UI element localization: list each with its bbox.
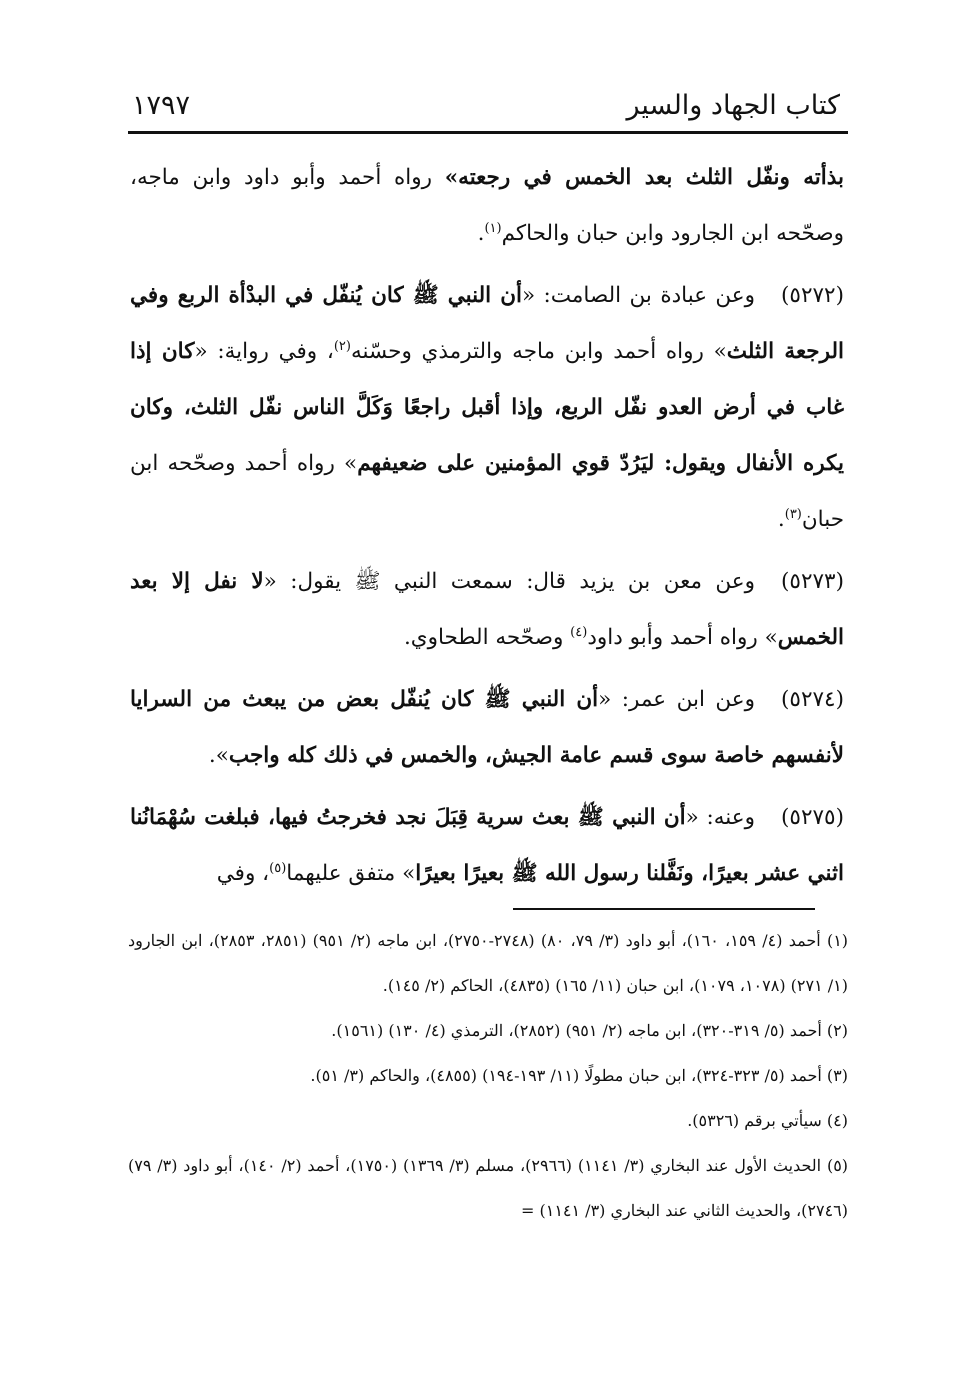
paragraph-5272 <box>130 268 844 548</box>
main-text <box>130 150 844 908</box>
hadith-text: بذأته ونفّل الثلث بعد الخمس في رجعته» <box>444 165 845 190</box>
footnotes <box>128 918 848 1233</box>
hadith-number: (٥٢٧٤) <box>781 687 844 712</box>
footnote-ref: (٥) <box>269 860 287 876</box>
footnote-text: أحمد (٤/ ١٥٩، ١٦٠)، أبو داود (٣/ ٧٩، ٨٠) (٢٧٤٨-٢٧٥٠)، ابن ماجه (٢/ ٩٥١) (٢٨٥١، ٢٨٥٣)، ابن الجارود (١/ ٢٧١) (١٠٧٨، ١٠٧٩)، ابن حبان (١١/ ١٦٥) (٤٨٣٥)، الحاكم (٢/ ١٤٥). <box>128 931 848 995</box>
footnote-text: أحمد (٥/ ٣١٩-٣٢٠)، ابن ماجه (٢/ ٩٥١) (٢٨٥٢)، الترمذي (٤/ ١٣٠) (١٥٦١). <box>331 1021 822 1040</box>
chapter-title: كتاب الجهاد والسير <box>626 90 840 121</box>
commentary-text: وعن عبادة بن الصامت: « <box>521 283 756 308</box>
commentary-text: رواه أحمد وأبو داود وابن ماجه، وصحّحه ابن الجارود وابن حبان والحاكم <box>130 165 844 246</box>
paragraph-5275 <box>130 790 844 902</box>
commentary-text: . <box>477 221 485 246</box>
commentary-text: ». <box>208 743 229 768</box>
hadith-text: أن النبي ﷺ كان يُنفّل في البدْأة الربع وفي الرجعة الثلث <box>130 283 844 364</box>
paragraph-5273 <box>130 554 844 666</box>
footnote-2 <box>128 1008 848 1053</box>
commentary-text: » رواه أحمد وأبو داود <box>587 625 778 650</box>
hadith-text: أن النبي ﷺ بعث سرية قِبَلَ نجد فخرجتُ فيها، فبلغت سُهْمَانُنا اثني عشر بعيرًا، ونَفَّلنا رسول الله ﷺ بعيرًا بعيرًا <box>130 805 844 886</box>
commentary-text: » رواه أحمد وابن ماجه والترمذي وحسّنه <box>350 339 727 364</box>
running-header <box>128 90 848 130</box>
footnote-number: (١) <box>826 931 849 950</box>
commentary-text: ، وفي <box>216 861 270 886</box>
footnote-5 <box>128 1143 848 1233</box>
header-rule <box>128 131 848 134</box>
footnote-3 <box>128 1053 848 1098</box>
footnote-separator <box>513 908 815 910</box>
hadith-number: (٥٢٧٥) <box>781 805 844 830</box>
commentary-text: ، وفي رواية: « <box>194 339 334 364</box>
footnote-4 <box>128 1098 848 1143</box>
commentary-text: وعن ابن عمر: « <box>598 687 756 712</box>
paragraph-continuation <box>130 150 844 262</box>
commentary-text: وصحّحه الطحاوي. <box>403 625 571 650</box>
commentary-text: » رواه أحمد وصحّحه ابن حبان <box>130 451 844 532</box>
hadith-text: أن النبي ﷺ كان يُنفّل بعض من يبعث من السرايا لأنفسهم خاصة سوى قسم عامة الجيش، والخمس في ذلك كله واجب <box>130 687 844 768</box>
commentary-text: » متفق عليهما <box>286 861 416 886</box>
hadith-text: كان إذا غاب في أرض العدو نفّل الربع، وإذا أقبل راجعًا وَكَلَّ الناس نفّل الثلث، وكان يكره الأنفال ويقول: ليَرُدّ قوي المؤمنين على ضعيفهم <box>130 339 844 476</box>
footnote-ref: (٣) <box>784 506 802 522</box>
page-number: ١٧٩٧ <box>132 90 191 121</box>
footnote-number: (٣) <box>826 1066 848 1085</box>
footnote-ref: (٢) <box>333 338 351 354</box>
hadith-number: (٥٢٧٣) <box>781 569 844 594</box>
commentary-text: . <box>777 507 785 532</box>
hadith-text: لا نفل إلا بعد الخمس <box>130 569 844 650</box>
footnote-text: سيأتي برقم (٥٣٢٦). <box>687 1111 822 1130</box>
footnote-number: (٥) <box>826 1156 849 1175</box>
footnote-ref: (١) <box>484 220 502 236</box>
hadith-number: (٥٢٧٢) <box>781 283 844 308</box>
footnote-1 <box>128 918 848 1008</box>
paragraph-5274 <box>130 672 844 784</box>
footnote-text: أحمد (٥/ ٣٢٣-٣٢٤)، ابن حبان مطولًا (١١/ ١٩٣-١٩٤) (٤٨٥٥)، والحاكم (٣/ ٥١). <box>310 1066 822 1085</box>
footnote-text: الحديث الأول عند البخاري (٣/ ١١٤١) (٢٩٦٦)، مسلم (٣/ ١٣٦٩) (١٧٥٠)، أحمد (٢/ ١٤٠)، أبو داود (٣/ ٧٩)(٢٧٤٦)، والحديث الثاني عند البخاري (٣/ ١١٤١) = <box>128 1156 848 1220</box>
commentary-text: وعن معن بن يزيد قال: سمعت النبي ﷺ يقول: « <box>263 569 756 594</box>
footnote-ref: (٤) <box>570 624 588 640</box>
footnote-number: (٢) <box>826 1021 848 1040</box>
footnote-number: (٤) <box>826 1111 848 1130</box>
commentary-text: وعنه: « <box>685 805 756 830</box>
